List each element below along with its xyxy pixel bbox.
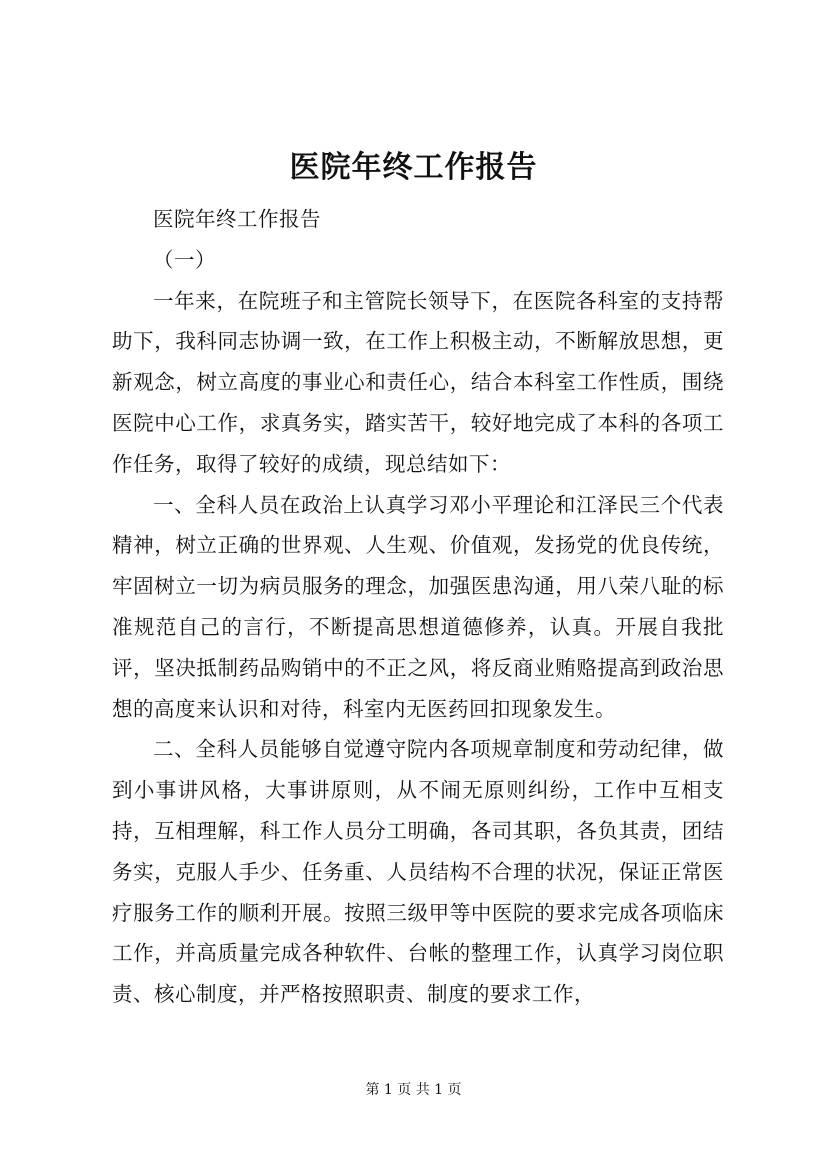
body-paragraph: 一、全科人员在政治上认真学习邓小平理论和江泽民三个代表精神，树立正确的世界观、人生观、价值观，发扬党的优良传统，牢固树立一切为病员服务的理念，加强医患沟通，用八荣八耻的标准规范自己的言行，不断提高思想道德修养，认真。开展自我批评，坚决抵制药品购销中的不正之风，将反商业贿赂提高到政治思想的高度来认识和对待，科室内无医药回扣现象发生。	[112, 492, 724, 721]
page-footer: 第 1 页 共 1 页	[365, 1082, 462, 1098]
body-paragraph: （一）	[153, 247, 216, 272]
body-paragraph: 一年来，在院班子和主管院长领导下，在医院各科室的支持帮助下，我科同志协调一致，在工作上积极主动，不断解放思想，更新观念，树立高度的事业心和责任心，结合本科室工作性质，围绕医院中心工作，求真务实，踏实苦干，较好地完成了本科的各项工作任务，取得了较好的成绩，现总结如下：	[112, 288, 724, 476]
document-body	[112, 199, 724, 1015]
body-paragraph: 二、全科人员能够自觉遵守院内各项规章制度和劳动纪律，做到小事讲风格，大事讲原则，从不闹无原则纠纷，工作中互相支持，互相理解，科工作人员分工明确，各司其职，各负其责，团结务实，克服人手少、任务重、人员结构不合理的状况，保证正常医疗服务工作的顺利开展。按照三级甲等中医院的要求完成各项临床工作，并高质量完成各种软件、台帐的整理工作，认真学习岗位职责、核心制度，并严格按照职责、制度的要求工作，	[112, 737, 724, 1007]
document-title: 医院年终工作报告	[289, 150, 538, 185]
body-paragraph: 医院年终工作报告	[153, 207, 321, 231]
